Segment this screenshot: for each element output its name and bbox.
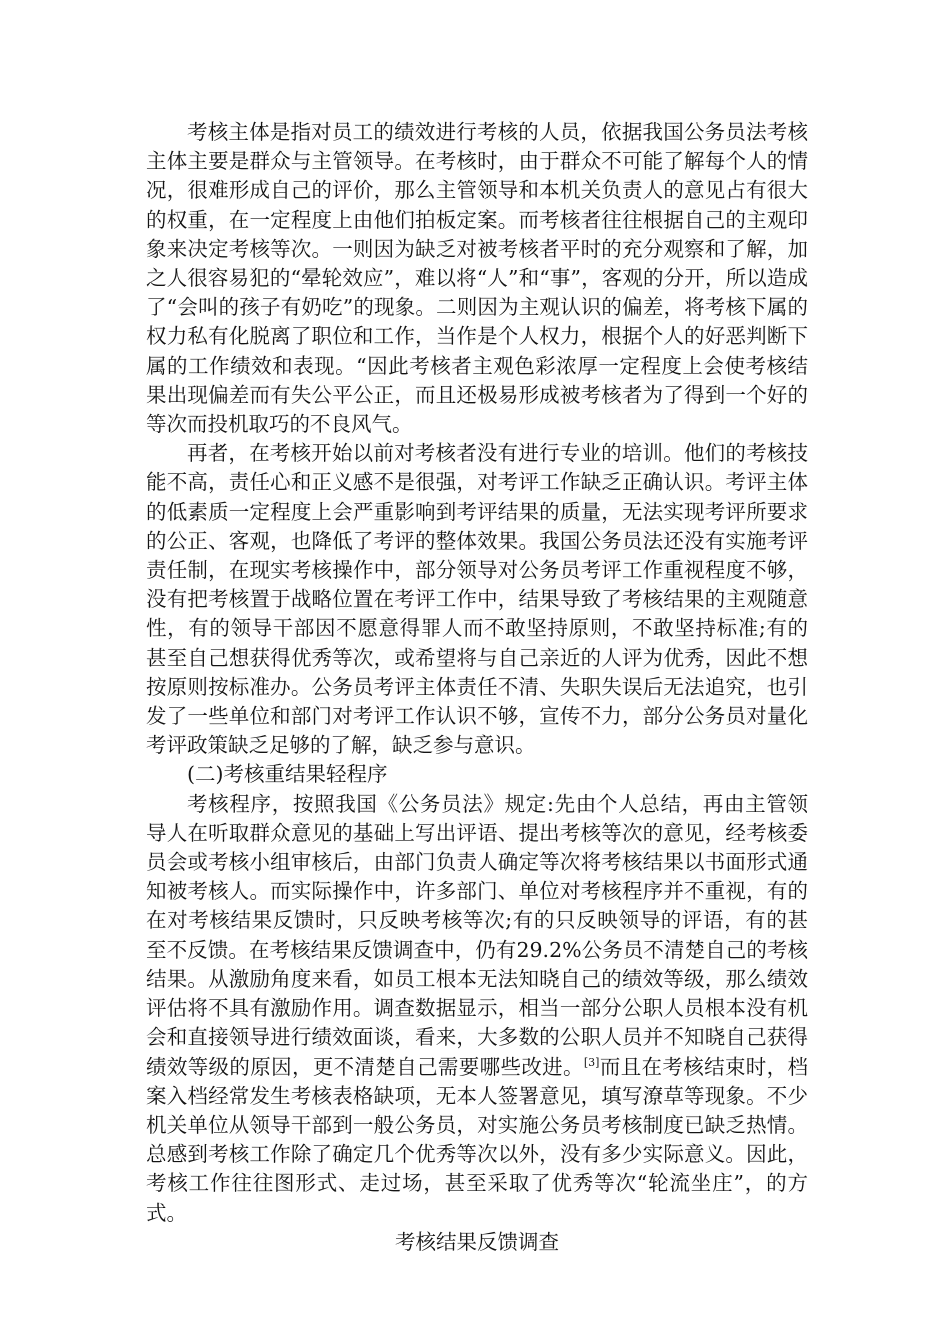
section-heading: (二)考核重结果轻程序: [187, 762, 388, 787]
body-paragraph-procedure: [146, 790, 808, 1228]
document-page: [146, 118, 808, 1257]
table-caption: 考核结果反馈调查: [395, 1229, 559, 1254]
body-paragraph-training: 再者，在考核开始以前对考核者没有进行专业的培训。他们的考核技能不高，责任心和正义感不是很强，对考评工作缺乏正确认识。考评主体的低素质一定程度上会严重影响到考评结果的质量，无法实现考评所要求的公正、客观，也降低了考评的整体效果。我国公务员法还没有实施考评责任制，在现实考核操作中，部分领导对公务员考评工作重视程度不够，没有把考核置于战略位置在考评工作中，结果导致了考核结果的主观随意性，有的领导干部因不愿意得罪人而不敢坚持原则，不敢坚持标准;有的甚至自己想获得优秀等次，或希望将与自己亲近的人评为优秀，因此不想按原则按标准办。公务员考评主体责任不清、失职失误后无法追究，也引发了一些单位和部门对考评工作认识不够，宣传不力，部分公务员对量化考评政策缺乏足够的了解，缺乏参与意识。: [146, 441, 808, 758]
procedure-text-part-2: 而且在考核结束时，档案入档经常发生考核表格缺项，无本人签署意见，填写潦草等现象。不少机关单位从领导干部到一般公务员，对实施公务员考核制度已缺乏热情。总感到考核工作除了确定几个优秀等次以外，没有多少实际意义。因此，考核工作往往图形式、走过场，甚至采取了优秀等次“轮流坐庄”，的方式。: [146, 1054, 809, 1225]
body-paragraph-assessment-subject: 考核主体是指对员工的绩效进行考核的人员，依据我国公务员法考核主体主要是群众与主管领导。在考核时，由于群众不可能了解每个人的情况，很难形成自己的评价，那么主管领导和本机关负责人的意见占有很大的权重，在一定程度上由他们拍板定案。而考核者往往根据自己的主观印象来决定考核等次。一则因为缺乏对被考核者平时的充分观察和了解，加之人很容易犯的“晕轮效应”，难以将“人”和“事”，客观的分开，所以造成了“会叫的孩子有奶吃”的现象。二则因为主观认识的偏差，将考核下属的权力私有化脱离了职位和工作，当作是个人权力，根据个人的好恶判断下属的工作绩效和表现。“因此考核者主观色彩浓厚一定程度上会使考核结果出现偏差而有失公平公正，而且还极易形成被考核者为了得到一个好的等次而投机取巧的不良风气。: [146, 120, 808, 437]
procedure-text-part-1: 考核程序，按照我国《公务员法》规定:先由个人总结，再由主管领导人在听取群众意见的基础上写出评语、提出考核等次的意见，经考核委员会或考核小组审核后，由部门负责人确定等次将考核结果以书面形式通知被考核人。而实际操作中，许多部门、单位对考核程序并不重视，有的在对考核结果反馈时，只反映考核等次;有的只反映领导的评语，有的甚至不反馈。在考核结果反馈调查中，仍有29.2%公务员不清楚自己的考核结果。从激励角度来看，如员工根本无法知晓自己的绩效等级，那么绩效评估将不具有激励作用。调查数据显示，相当一部分公职人员根本没有机会和直接领导进行绩效面谈，看来，大多数的公职人员并不知晓自己获得绩效等级的原因，更不清楚自己需要哪些改进。: [146, 791, 808, 1079]
reference-mark: [3]: [583, 1055, 600, 1069]
